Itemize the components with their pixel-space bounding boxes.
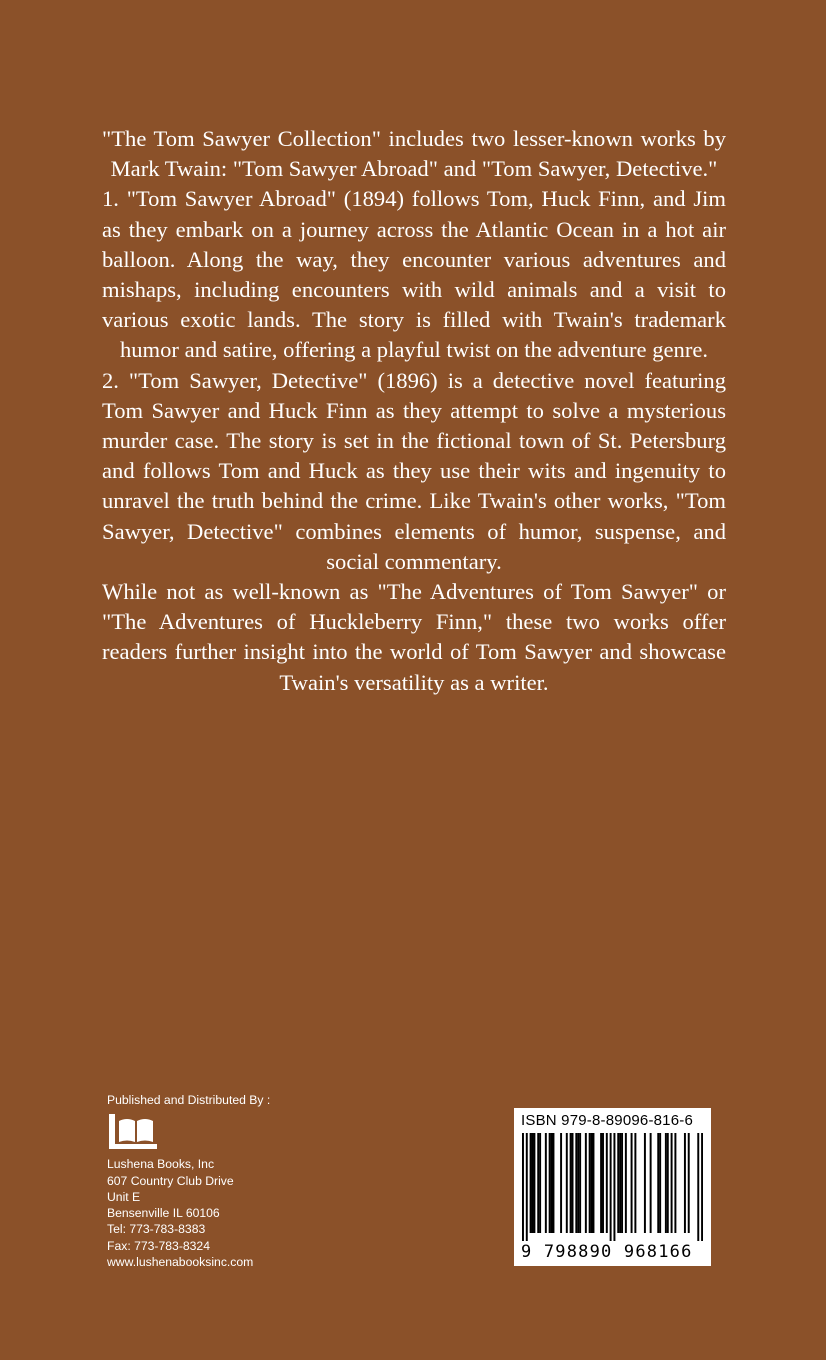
barcode-bar [619,1133,621,1233]
barcode-bar [585,1133,587,1233]
barcode-bar [591,1133,593,1233]
barcode-bar [537,1133,539,1233]
barcode-bar [657,1133,659,1233]
barcode-bar [577,1133,579,1233]
barcode-bar [671,1133,673,1233]
barcode-bar [610,1133,612,1241]
barcode-bar [606,1133,608,1233]
barcode-bar [572,1133,574,1233]
publisher-unit: Unit E [107,1189,141,1204]
barcode-digits: 9 798890 968166 [521,1242,693,1262]
description-item-2: 2. "Tom Sawyer, Detective" (1896) is a detective novel featuring Tom Sawyer and Huck Finn as they attempt to solve a mysterious murder case. The story is set in the fictional town of St. Petersburg and follows Tom and Huck as they use their wits and ingenuity to unravel the truth behind the crime. Like Twain's other works, "Tom Sawyer, Detective" combines elements of humor, suspense, and social commentary. [102,367,726,574]
barcode-bar [533,1133,535,1233]
back-cover-description [102,124,726,698]
barcode-bar [552,1133,554,1233]
barcode-bar [530,1133,532,1233]
barcode-bar [617,1133,619,1233]
barcode-bar [665,1133,667,1233]
barcode-bar [551,1133,553,1233]
barcode-bar [589,1133,591,1233]
publisher-name: Lushena Books, Inc [107,1157,215,1172]
barcode-bar [532,1133,534,1233]
barcode-bar [644,1133,646,1233]
isbn-barcode [514,1108,711,1266]
publisher-heading: Published and Distributed By : [107,1093,271,1107]
barcode-bar [566,1133,568,1233]
barcode-bar [701,1133,703,1241]
barcode-bar [613,1133,615,1241]
publisher-info [107,1092,407,1270]
barcode-bar [522,1133,524,1241]
barcode-bar [621,1133,623,1233]
barcode-bar [545,1133,547,1233]
description-intro: "The Tom Sawyer Collection" includes two lesser-known works by Mark Twain: "Tom Sawyer Abroad" and "Tom Sawyer, Detective." [102,126,726,182]
lushena-books-logo-icon [107,1112,159,1152]
barcode-bar [688,1133,690,1233]
barcode-bar [674,1133,676,1233]
publisher-website: www.lushenabooksinc.com [107,1255,254,1270]
publisher-city: Bensenville IL 60106 [107,1206,220,1221]
barcode-bar [625,1133,627,1233]
barcode-bar [659,1133,661,1233]
publisher-street: 607 Country Club Drive [107,1173,234,1188]
barcode-bar [600,1133,602,1233]
description-closing: While not as well-known as "The Adventures of Tom Sawyer" or "The Adventures of Huckleberry Finn," these two works offer readers further insight into the world of Tom Sawyer and showcase Twain's versatility as a writer. [102,579,726,695]
barcode-bar [631,1133,633,1233]
barcode-bar [560,1133,562,1233]
barcode-bar [684,1133,686,1233]
barcode-bar [549,1133,551,1233]
barcode-bar [650,1133,652,1233]
barcode-bar [592,1133,594,1233]
barcode-bar [697,1133,699,1241]
publisher-phone: Tel: 773-783-8383 [107,1222,206,1237]
isbn-label: ISBN 979-8-89096-816-6 [521,1112,694,1129]
barcode-bar [602,1133,604,1233]
barcode-bar [539,1133,541,1233]
description-item-1: 1. "Tom Sawyer Abroad" (1894) follows Tom, Huck Finn, and Jim as they embark on a journey across the Atlantic Ocean in a hot air balloon. Along the way, they encounter various adventures and mishaps, including encounters with wild animals and a visit to various exotic lands. The story is filled with Twain's trademark humor and satire, offering a playful twist on the adventure genre. [102,186,726,363]
barcode-bar [570,1133,572,1233]
barcode-bar [667,1133,669,1233]
barcode-bar [579,1133,581,1233]
barcode-icon [522,1133,703,1241]
publisher-fax: Fax: 773-783-8324 [107,1238,210,1253]
barcode-bar [575,1133,577,1233]
barcode-bar [634,1133,636,1233]
barcode-bar [526,1133,528,1241]
